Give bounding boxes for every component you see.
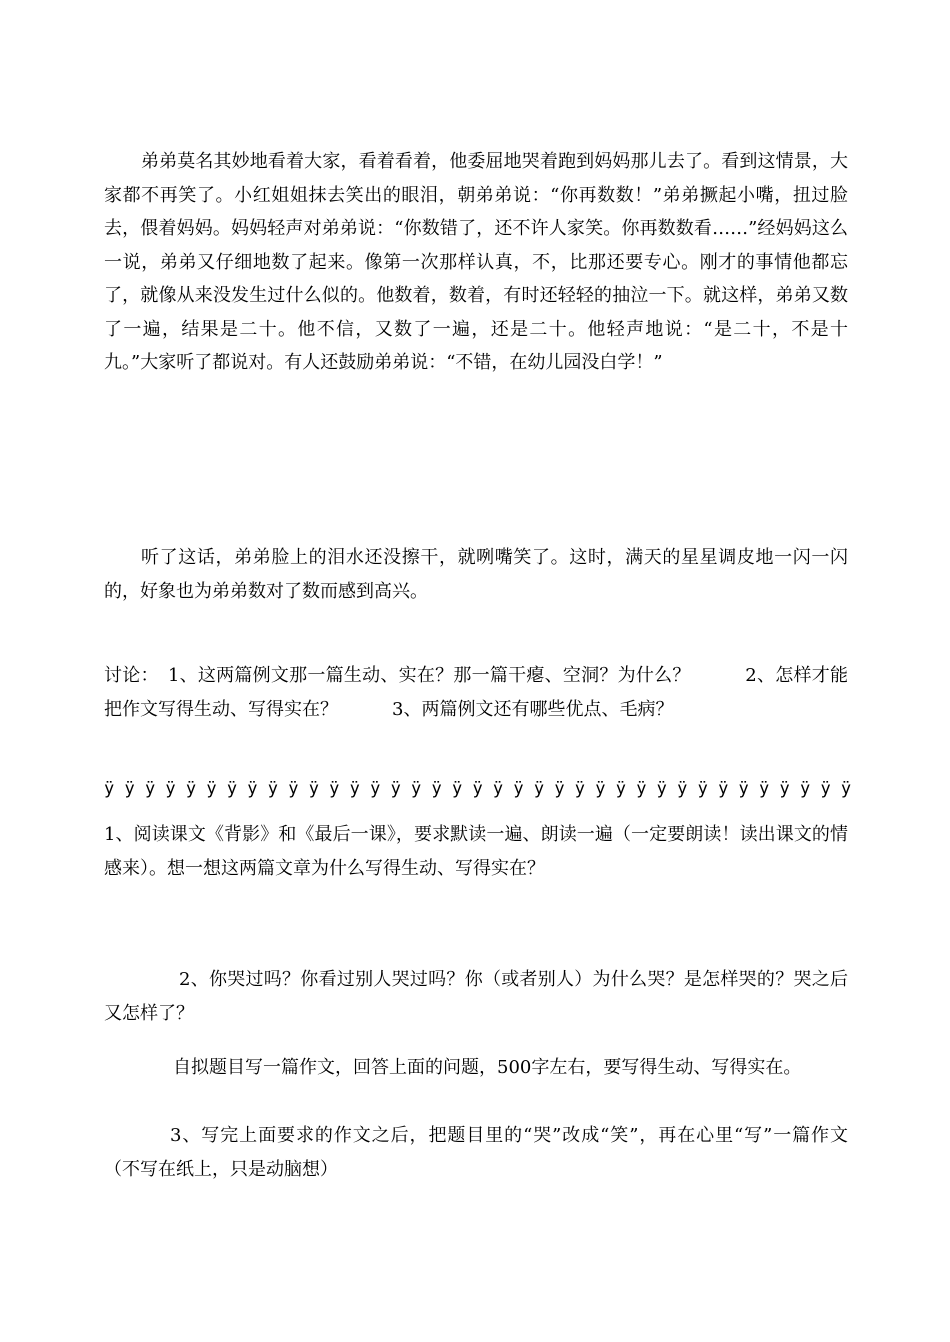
- assignment-1: 1、阅读课文《背影》和《最后一课》，要求默读一遍、朗读一遍（一定要朗读！读出课文的情感来）。想一想这两篇文章为什么写得生动、写得实在？: [104, 824, 848, 879]
- assignment-3: 3、写完上面要求的作文之后，把题目里的“哭”改成“笑”，再在心里“写”一篇作文（不写在纸上，只是动脑想）: [104, 1125, 848, 1180]
- story-paragraph-2: 听了这话，弟弟脸上的泪水还没擦干，就咧嘴笑了。这时，满天的星星调皮地一闪一闪的，好象也为弟弟数对了数而感到高兴。: [104, 547, 848, 602]
- discussion-paragraph: 讨论： 1、这两篇例文那一篇生动、实在？那一篇干瘪、空洞？为什么？ 2、怎样才能把作文写得生动、写得实在？ 3、两篇例文还有哪些优点、毛病？: [104, 665, 848, 720]
- separator-line: ÿ ÿ ÿ ÿ ÿ ÿ ÿ ÿ ÿ ÿ ÿ ÿ ÿ ÿ ÿ ÿ ÿ ÿ ÿ ÿ ÿ ÿ ÿ ÿ ÿ ÿ ÿ ÿ ÿ ÿ ÿ ÿ ÿ ÿ ÿ ÿ ÿ: [104, 779, 852, 799]
- assignment-2-instruction: 自拟题目写一篇作文，回答上面的问题，500字左右，要写得生动、写得实在。: [173, 1057, 802, 1078]
- assignment-2: 2、你哭过吗？你看过别人哭过吗？你（或者别人）为什么哭？是怎样哭的？哭之后又怎样了？: [104, 969, 848, 1024]
- story-paragraph-1: 弟弟莫名其妙地看着大家，看着看着，他委屈地哭着跑到妈妈那儿去了。看到这情景，大家都不再笑了。小红姐姐抹去笑出的眼泪，朝弟弟说：“你再数数！”弟弟撅起小嘴，扭过脸去，偎着妈妈。妈妈轻声对弟弟说：“你数错了，还不许人家笑。你再数数看……”经妈妈这么一说，弟弟又仔细地数了起来。像第一次那样认真，不，比那还要专心。刚才的事情他都忘了，就像从来没发生过什么似的。他数着，数着，有时还轻轻的抽泣一下。就这样，弟弟又数了一遍，结果是二十。他不信，又数了一遍，还是二十。他轻声地说：“是二十，不是十九。”大家听了都说对。有人还鼓励弟弟说：“不错，在幼儿园没白学！”: [104, 151, 848, 373]
